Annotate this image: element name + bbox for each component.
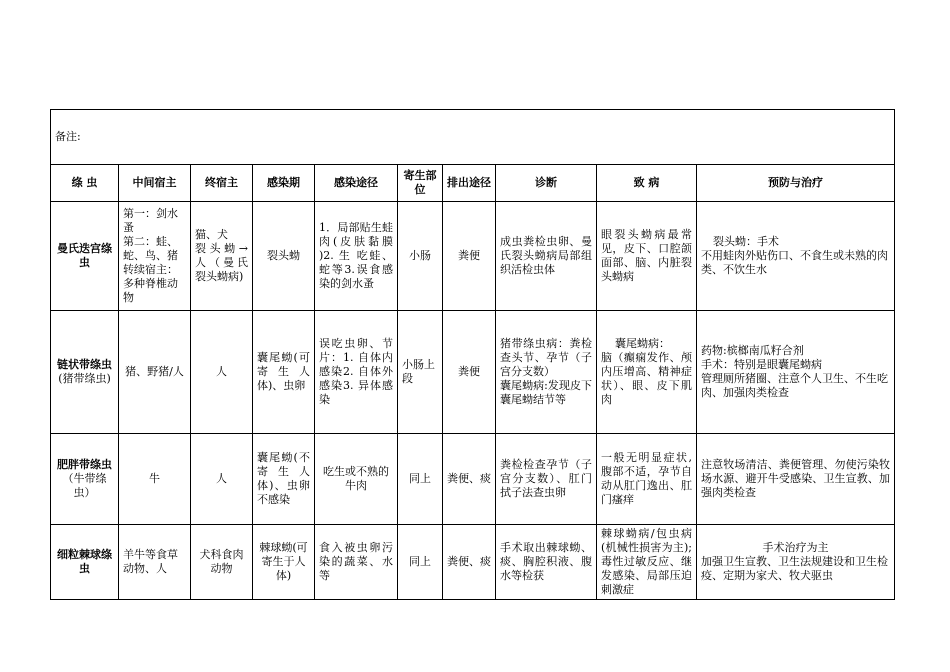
note-label: 备注: [51,110,895,165]
definitive-host: 人 [191,311,253,434]
infective-stage: 棘球蚴(可寄生于人体) [253,525,315,600]
infective-stage: 裂头蚴 [253,202,315,311]
infection-route: 食入被虫卵污染的蔬菜、水等 [315,525,398,600]
infection-route: 吃生或不熟的牛肉 [315,434,398,525]
infective-stage: 囊尾蚴(可寄生人体)、虫卵 [253,311,315,434]
note-row [51,110,895,165]
parasite-table [50,109,895,600]
treatment-line: 药物:槟榔南瓜籽合剂 [701,344,804,357]
tapeworm-alias: （牛带绦虫） [62,472,107,499]
exit-route: 粪便 [443,311,496,434]
intermediate-host-line: 第一：剑水蚤 [123,207,178,234]
table-row [51,311,895,434]
header-diagnosis: 诊断 [496,165,597,202]
definitive-host: 犬科食肉动物 [191,525,253,600]
intermediate-host-line: 转续宿主：多种脊椎动物 [123,263,178,304]
header-infection-route: 感染途径 [315,165,398,202]
prevention-treatment [697,525,895,600]
infection-route: 1．局部贴生蛙肉(皮肤黏膜 )2. 生 吃蛙、蛇等3.误食感染的剑水蚤 [315,202,398,311]
infective-stage: 囊尾蚴(不寄生人体)、虫卵不感染 [253,434,315,525]
treatment-line: 加强卫生宣教、卫生法规建设和卫生检疫、定期为家犬、牧犬驱虫 [701,555,888,582]
tapeworm-name-text: 曼氏迭宫绦虫 [57,242,112,269]
tapeworm-name [51,311,119,434]
exit-route: 粪便、痰 [443,525,496,600]
tapeworm-name-text: 肥胖带绦虫 [57,458,112,471]
treatment-line: 管理厕所猪圈、注意个人卫生、不生吃肉、加强肉类检查 [701,372,888,399]
pathogenesis [597,311,697,434]
definitive-host [191,202,253,311]
intermediate-host: 羊牛等食草动物、人 [119,525,191,600]
treatment-line: 不用蛙肉外贴伤口、不食生或未熟的肉类、不饮生水 [701,249,888,276]
prevention-treatment: 注意牧场清洁、粪便管理、勿使污染牧场水源、避开牛受感染、卫生宣教、加强肉类检查 [697,434,895,525]
table-row [51,434,895,525]
header-infective-stage: 感染期 [253,165,315,202]
table-row [51,202,895,311]
header-pathogenesis: 致 病 [597,165,697,202]
exit-route: 粪便、痰 [443,434,496,525]
diagnosis: 粪检检查孕节（子宫分支数）、肛门拭子法查虫卵 [496,434,597,525]
tapeworm-alias: (猪带绦虫) [58,372,111,385]
header-definitive-host: 终宿主 [191,165,253,202]
parasitic-site: 同上 [398,525,443,600]
treatment-line: 裂头蚴：手术 [713,235,779,248]
treatment-line: 手术治疗为主 [762,541,829,554]
diagnosis-line: 囊尾蚴病:发现皮下囊尾蚴结节等 [500,379,592,406]
definitive-host-line: 猫、犬 [195,228,228,241]
tapeworm-name [51,434,119,525]
diagnosis: 成虫粪检虫卵、曼氏裂头蚴病局部组织活检虫体 [496,202,597,311]
infection-route: 误吃虫卵、节片：1. 自体内感染2. 自体外感染3. 异体感染 [315,311,398,434]
tapeworm-name-text: 链状带绦虫 [57,358,112,371]
tapeworm-name [51,525,119,600]
tapeworm-name-text: 细粒棘球绦虫 [57,548,112,575]
prevention-treatment [697,202,895,311]
prevention-treatment [697,311,895,434]
header-tapeworm: 绦 虫 [51,165,119,202]
exit-route: 粪便 [443,202,496,311]
parasitic-site: 同上 [398,434,443,525]
header-intermediate-host: 中间宿主 [119,165,191,202]
header-row [51,165,895,202]
header-exit-route: 排出途径 [443,165,496,202]
intermediate-host: 牛 [119,434,191,525]
pathogenesis: 眼裂头蚴病最常见，皮下、口腔颌面部、脑、内脏裂头蚴病 [597,202,697,311]
tapeworm-name [51,202,119,311]
pathogenesis: 一般无明显症状,腹部不适，孕节自动从肛门逸出、肛门瘙痒 [597,434,697,525]
pathogenesis-line: 脑（癫痫发作、颅内压增高、精神症状）、眼、皮下肌肉 [601,351,692,406]
intermediate-host-line: 第二：蛙、蛇、鸟、猪 [123,235,178,262]
definitive-host: 人 [191,434,253,525]
parasitic-site: 小肠 [398,202,443,311]
diagnosis [496,311,597,434]
intermediate-host [119,202,191,311]
pathogenesis-line: 囊尾蚴病： [615,337,670,350]
diagnosis: 手术取出棘球蚴、痰、胸腔积液、腹水等检获 [496,525,597,600]
header-prevention-treatment: 预防与治疗 [697,165,895,202]
table-row [51,525,895,600]
header-parasitic-site: 寄生部位 [398,165,443,202]
pathogenesis: 棘球蚴病/包虫病(机械性损害为主);毒性过敏反应、继发感染、局部压迫刺激症 [597,525,697,600]
intermediate-host: 猪、野猪/人 [119,311,191,434]
parasitic-site: 小肠上段 [398,311,443,434]
diagnosis-line: 猪带绦虫病：粪检查头节、孕节（子宫分支数） [500,337,592,378]
treatment-line: 手术：特别是眼囊尾蚴病 [701,358,822,371]
definitive-host-line: 裂头蚴→人（曼氏裂头蚴病) [195,242,248,283]
